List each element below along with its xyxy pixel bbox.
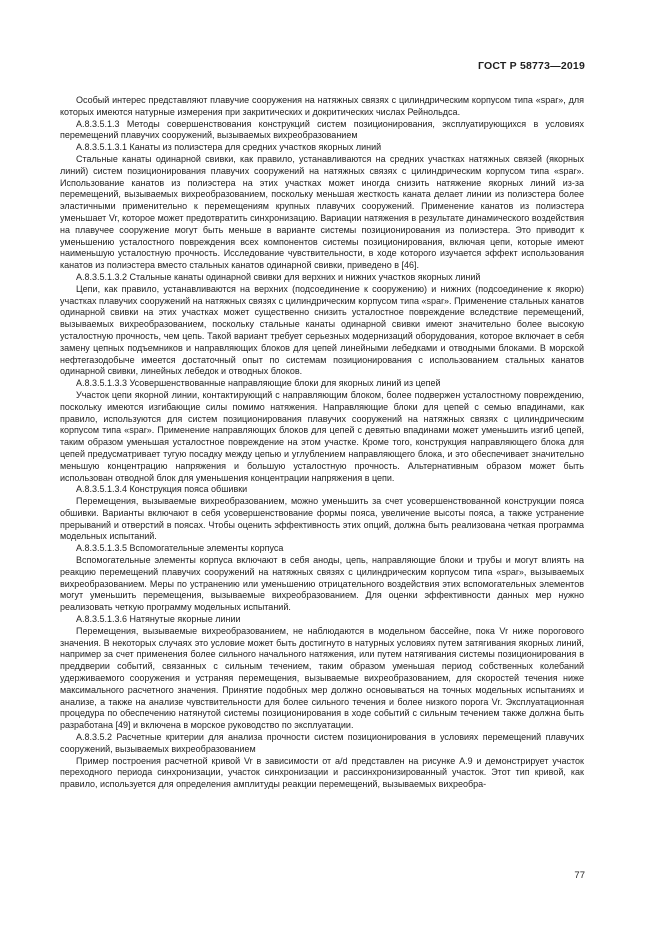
paragraph: Перемещения, вызываемые вихреобразованием, не наблюдаются в модельном бассейне, пока Vr ниже порогового значения. В некоторых случаях это условие может быть достигнуто в натурных условиях путем затягивания якорных линий, например за счет применения более сильного начального натяжения, или путем натягивания системы позиционирования в преддверии событий, связанных с сильным течением, таким образом уменьшая период собственных колебаний удерживаемого сооружения и устраняя перемещения, вызываемые вихреобразованием, для скоростей течения ниже максимального расчетного значения. Принятие подобных мер должно основываться на точных модельных испытаниях и анализе, а также на анализе чувствительности для более сильного течения и более низкого порога Vr. Эксплуатационная процедура по обеспечению натянутой системы позиционирования в ходе событий с сильным течением также должна быть разработана [49] и включена в морское руководство по эксплуатации. (60, 625, 584, 731)
section-heading: А.8.3.5.1.3.1 Канаты из полиэстера для средних участков якорных линий (76, 142, 382, 153)
section-heading: А.8.3.5.1.3.2 Стальные канаты одинарной свивки для верхних и нижних участков якорных линий (76, 271, 481, 282)
paragraph: Особый интерес представляют плавучие сооружения на натяжных связях с цилиндрическим корпусом типа «spar», для которых имеются натурные измерения при закритических и докритических числах Рейнольдса. (60, 95, 584, 117)
section-heading: А.8.3.5.1.3 Методы совершенствования конструкций систем позиционирования, эксплуатирующихся в условиях перемещений плавучих сооружений, вызываемых вихреобразованием (60, 118, 584, 141)
section-heading: А.8.3.5.1.3.3 Усовершенствованные направляющие блоки для якорных линий из цепей (76, 378, 441, 389)
body-text (60, 95, 584, 791)
section-heading: А.8.3.5.1.3.4 Конструкция пояса обшивки (76, 484, 248, 495)
paragraph: Пример построения расчетной кривой Vr в зависимости от a/d представлен на рисунке А.9 и демонстрирует участок переходного периода синхронизации, участок синхронизации и рассинхронизированный участок. Этот тип кривой, как правило, используется для определения амплитуды реакции перемещений, вызываемых вихреобра- (60, 755, 584, 790)
section-heading: А.8.3.5.1.3.6 Натянутые якорные линии (76, 614, 241, 625)
paragraph: Участок цепи якорной линии, контактирующий с направляющим блоком, более подвержен усталостному повреждению, поскольку имеются изгибающие силы помимо натяжения. Направляющие блоки для цепей с семью впадинами, как правило, используются для систем позиционирования плавучих сооружений на натяжных связях с цилиндрическим корпусом типа «spar». Применение направляющих блоков для цепей с девятью впадинами может уменьшить изгиб цепей, таким образом уменьшая усталостное повреждение на этом участке. Кроме того, конструкция направляющего блока для цепей предусматривает тугую посадку между цепью и углублением направляющего блока, и это обеспечивает значительно меньшую концентрацию напряжения и большую усталостную прочность. Альтернативным образом может быть использован отводной блок для уменьшения концентрации напряжения в цепи. (60, 389, 584, 483)
page-number: 77 (574, 870, 585, 881)
paragraph: Вспомогательные элементы корпуса включают в себя аноды, цепь, направляющие блоки и трубы и могут влиять на реакцию перемещений плавучих сооружений на натяжных связях с цилиндрическим корпусом типа «spar», вызываемых вихреобразованием. Меры по устранению или уменьшению отрицательного воздействия этих вспомогательных элементов могут уменьшить перемещения, вызываемые вихреобразованием. Для оценки эффективности данных мер нужно реализовать четкую программу модельных испытаний. (60, 555, 584, 613)
section-heading: А.8.3.5.2 Расчетные критерии для анализа прочности систем позиционирования в условиях перемещений плавучих сооружений, вызываемых вихреобразованием (60, 732, 584, 754)
section-heading: А.8.3.5.1.3.5 Вспомогательные элементы корпуса (76, 543, 284, 554)
document-standard-id: ГОСТ Р 58773—2019 (477, 60, 585, 72)
paragraph: Стальные канаты одинарной свивки, как правило, устанавливаются на средних участках натяжных связей (якорных линий) систем позиционирования плавучих сооружений на натяжных связях с цилиндрическим корпусом типа «spar». Использование канатов из полиэстера на этих участках может иногда снизить натяжение якорных линий из-за перемещений, вызываемых вихреобразованием, поскольку меньшая жесткость каната делает линии из полиэстера более эластичными применительно к перемещениям крупных плавучих сооружений. Применение канатов из полиэстера уменьшает Vr, которое может предотвратить синхронизацию. Вариации натяжения в результате динамического воздействия на плавучее сооружение могут быть меньше в варианте системы позиционирования из полиэстера. Это приводит к уменьшению усталостного повреждения всех компонентов системы позиционирования, включая цепи, которые имеют наименьшую усталостную прочность. Исследование чувствительности, в ходе которого изучается эффект использования канатов из полиэстера вместо стальных канатов одинарной свивки, приведено в [46]. (60, 153, 584, 271)
paragraph: Цепи, как правило, устанавливаются на верхних (подсоединение к сооружению) и нижних (подсоединение к якорю) участках плавучих сооружений на натяжных связях с цилиндрическим корпусом типа «spar». Применение стальных канатов одинарной свивки на этих участках может существенно снизить усталостное повреждение вследствие перемещений, вызываемых вихреобразованием, поскольку стальные канаты одинарной свивки имеют значительно более высокую усталостную прочность, чем цепь. Такой вариант требует серьезных модернизаций оборудования, которое включает в себя замену цепных подъемников и направляющих блоков для цепей линейными лебедками и отводными блоками. В морской нефтегазодобыче имеется достаточный опыт по системам позиционирования с использованием стальных канатов одинарной свивки, линейных лебедок и отводных блоков. (60, 283, 584, 377)
paragraph: Перемещения, вызываемые вихреобразованием, можно уменьшить за счет усовершенствованной конструкции пояса обшивки. Варианты включают в себя усовершенствование формы пояса, увеличение высоты пояса, а также устранение прерываний и отверстий в поясах. Чтобы оценить эффективность этих опций, должна быть реализована четкая программа модельных испытаний. (60, 496, 584, 542)
